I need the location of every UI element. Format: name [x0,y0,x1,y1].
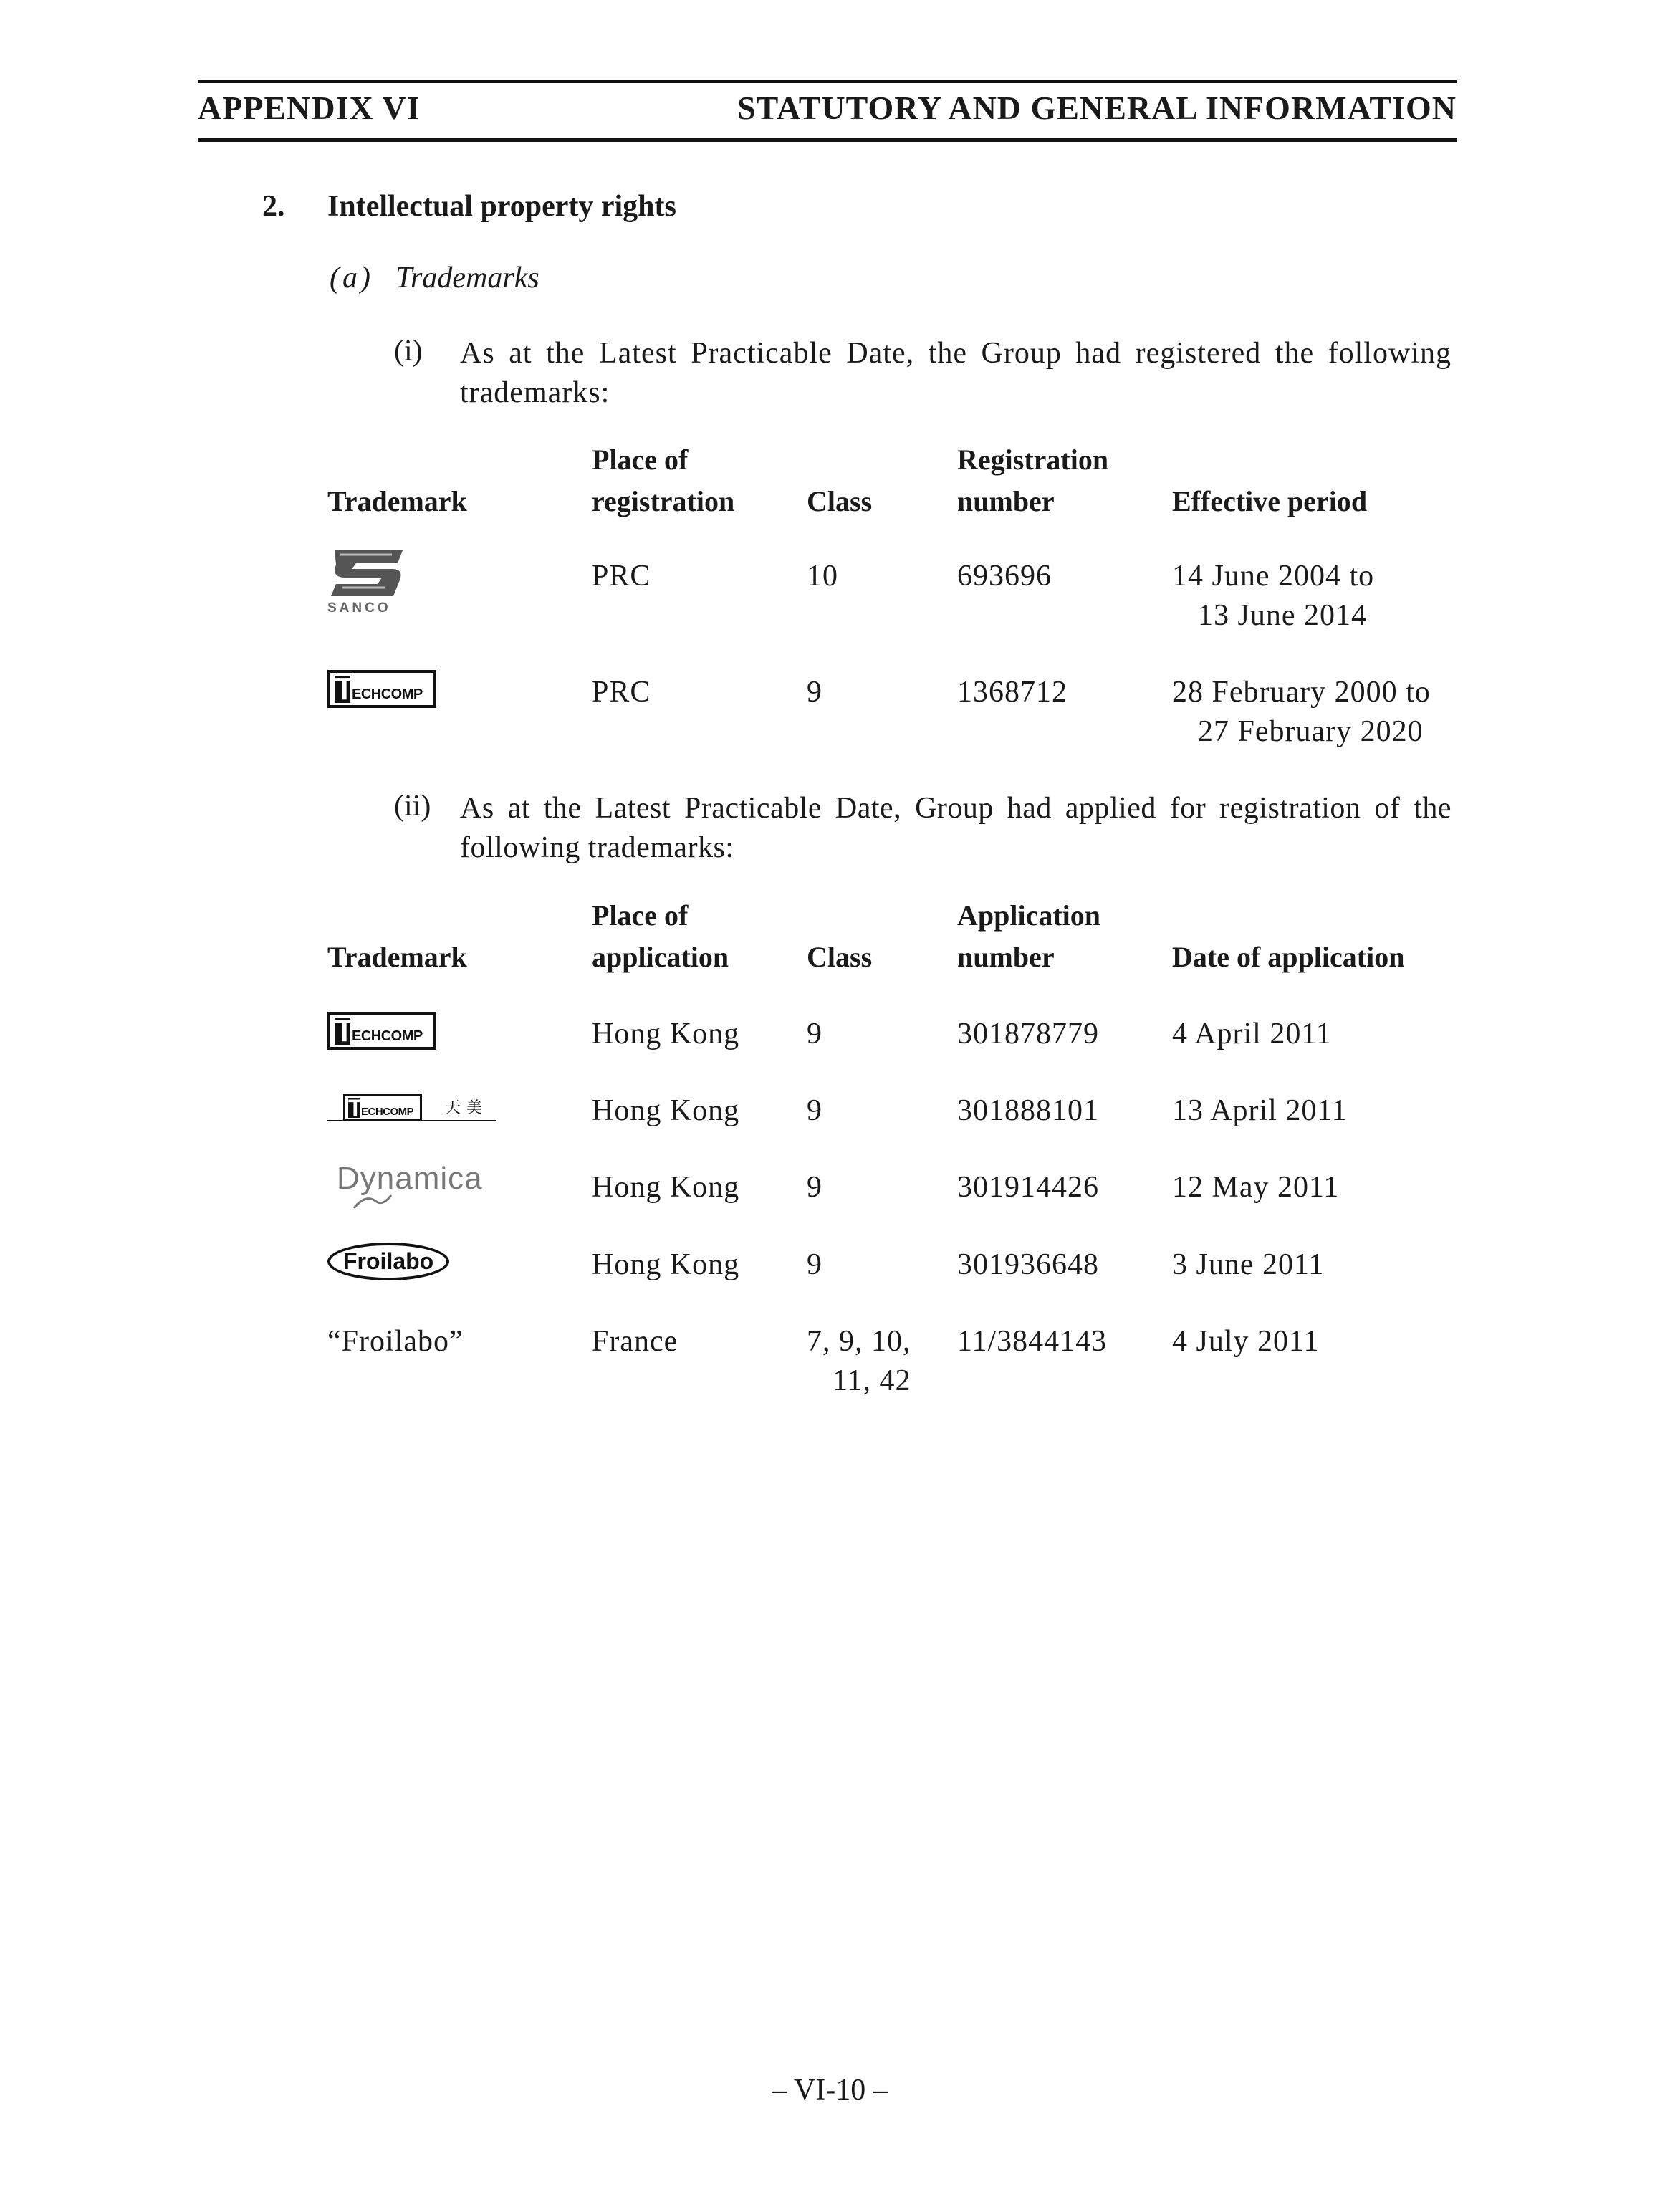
subsection-title: Trademarks [395,262,539,295]
techcomp-t-icon: T [335,671,354,707]
t2-r1-date: 4 April 2011 [1172,1018,1332,1050]
t1-r2-class: 9 [807,676,822,709]
t2-r2-place: Hong Kong [592,1094,740,1127]
t2-r4-date: 3 June 2011 [1172,1248,1325,1281]
t2-r2-number: 301888101 [957,1094,1099,1127]
t1-header-trademark: Trademark [327,485,467,517]
t1-header-place-l2: registration [592,485,735,517]
t1-r2-period-l2: 27 February 2020 [1198,715,1424,748]
t1-r1-period-l1: 14 June 2004 to [1172,560,1375,593]
techcomp-t-icon: T [335,1013,354,1048]
part-i-label: (i) [394,335,423,368]
t2-r1-place: Hong Kong [592,1018,740,1050]
t2-r4-class: 9 [807,1248,822,1281]
t2-r3-date: 12 May 2011 [1172,1171,1340,1204]
t1-header-number-l1: Registration [957,444,1109,476]
t2-r5-number: 11/3844143 [957,1325,1108,1358]
t2-header-trademark: Trademark [327,941,467,973]
t1-r2-period-l1: 28 February 2000 to [1172,676,1431,709]
t2-r4-place: Hong Kong [592,1248,740,1281]
page-number: – VI-10 – [772,2074,888,2107]
part-i-text: As at the Latest Practicable Date, the Group had registered the following trademarks: [460,337,1452,409]
tianmei-text: 天美 [445,1099,489,1117]
dynamica-swoosh-icon [351,1191,394,1212]
t2-r3-number: 301914426 [957,1171,1099,1204]
part-ii-label: (ii) [394,790,431,823]
t2-header-number-l2: number [957,941,1055,973]
header-right: STATUTORY AND GENERAL INFORMATION [737,90,1457,126]
t2-r1-class: 9 [807,1018,822,1050]
t2-r2-class: 9 [807,1094,822,1127]
techcomp-logo-2: T ECHCOMP [327,1012,436,1050]
t2-r5-class-l2: 11, 42 [833,1364,911,1397]
t1-r1-class: 10 [807,560,838,593]
section-number: 2. [262,190,285,223]
t2-header-place-l1: Place of [592,899,689,932]
section-title: Intellectual property rights [327,190,676,223]
t2-r5-trademark: “Froilabo” [327,1325,464,1358]
t1-header-class: Class [807,485,873,517]
sanco-logo [327,545,413,616]
t1-r2-number: 1368712 [957,676,1068,709]
header-top-rule [198,80,1457,83]
t1-r2-place: PRC [592,676,651,709]
t2-header-number-l1: Application [957,899,1101,932]
t1-r1-place: PRC [592,560,651,593]
part-ii-text: As at the Latest Practicable Date, Group had applied for registration of the following trademarks: [460,792,1452,864]
t1-header-period: Effective period [1172,485,1368,517]
t2-r3-place: Hong Kong [592,1171,740,1204]
sanco-logo-text: SANCO [327,600,391,616]
t2-header-place-l2: application [592,941,729,973]
t2-r3-class: 9 [807,1171,822,1204]
header-left: APPENDIX VI [198,90,421,126]
t2-r5-class-l1: 7, 9, 10, [807,1325,911,1358]
subsection-label: (a) [330,262,373,295]
t2-r5-place: France [592,1325,678,1358]
dynamica-logo: Dynamica [337,1161,502,1211]
t2-r4-number: 301936648 [957,1248,1099,1281]
t2-header-date: Date of application [1172,941,1405,973]
t1-r1-number: 693696 [957,560,1052,593]
froilabo-logo: Froilabo [327,1243,449,1280]
t2-header-class: Class [807,941,873,973]
t2-r2-date: 13 April 2011 [1172,1094,1348,1127]
t1-header-number-l2: number [957,485,1055,517]
t1-header-place-l1: Place of [592,444,689,476]
techcomp-logo: T ECHCOMP [327,670,436,708]
techcomp-tianmei-logo: T ECHCOMP 天美 [327,1093,499,1129]
t2-r5-date: 4 July 2011 [1172,1325,1320,1358]
techcomp-t-icon: T [348,1095,363,1121]
t1-r1-period-l2: 13 June 2014 [1198,599,1367,632]
header-bottom-rule [198,138,1457,142]
t2-r1-number: 301878779 [957,1018,1099,1050]
